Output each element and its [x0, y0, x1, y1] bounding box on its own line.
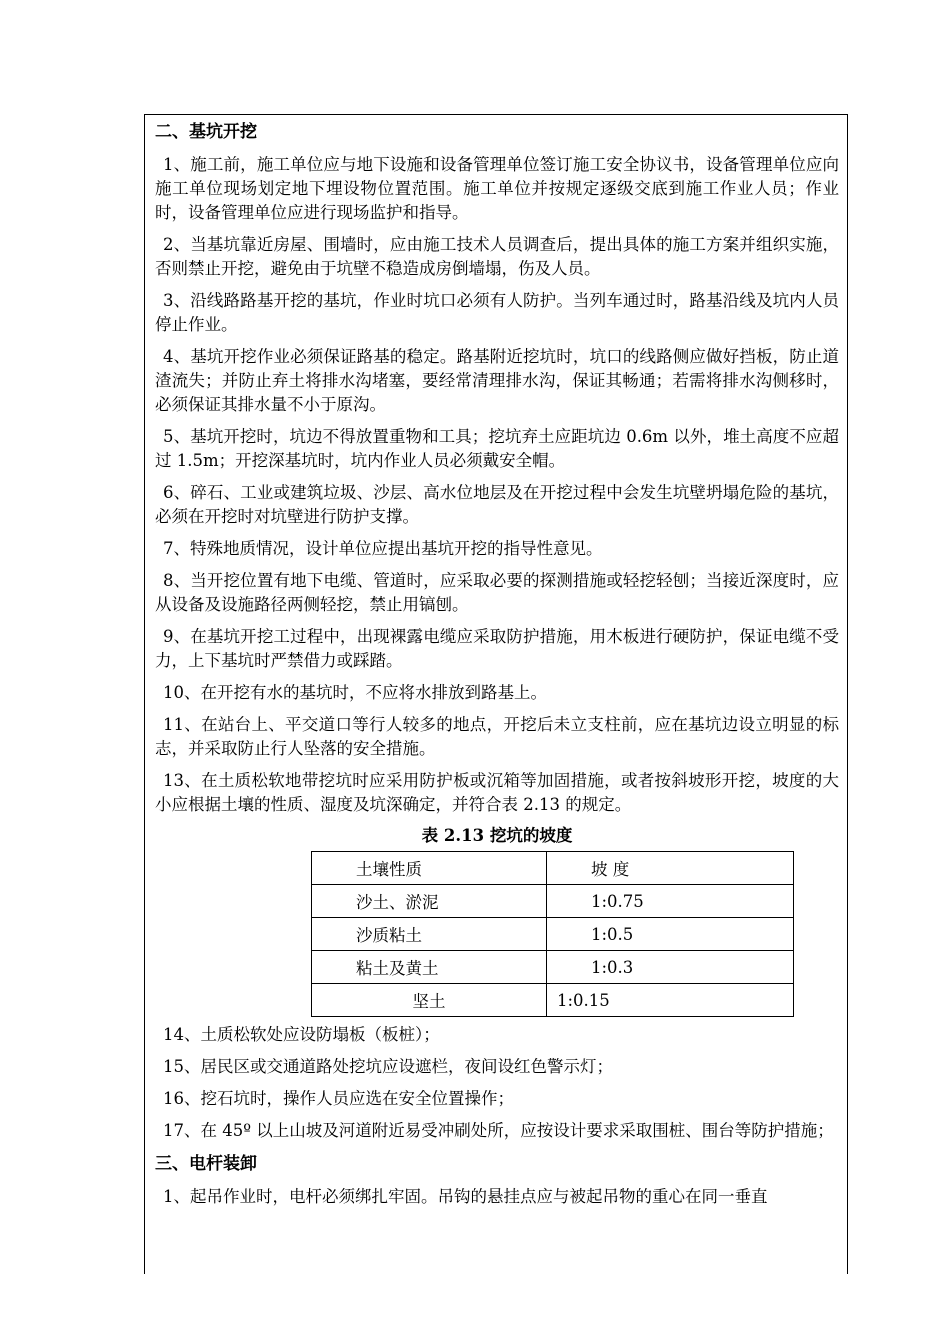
paragraph-15: 15、居民区或交通道路处挖坑应设遮栏，夜间设红色警示灯； — [163, 1057, 613, 1076]
table-row — [312, 951, 794, 984]
paragraph-13: 13、在土质松软地带挖坑时应采用防护板或沉箱等加固措施，或者按斜坡形开挖，坡度的大小应根据土壤的性质、湿度及坑深确定，并符合表 2.13 的规定。 — [155, 771, 839, 814]
table-row — [312, 984, 794, 1017]
table-cell: 1:0.15 — [547, 984, 794, 1017]
section-title-pole-handling: 三、电杆装卸 — [155, 1154, 257, 1174]
table-cell: 沙质粘土 — [312, 918, 547, 951]
paragraph-1: 1、施工前，施工单位应与地下设施和设备管理单位签订施工安全协议书，设备管理单位应向施工单位现场划定地下埋设物位置范围。施工单位并按规定逐级交底到施工作业人员；作业时，设备管理单位应进行现场监护和指导。 — [155, 155, 839, 222]
table-cell: 1:0.75 — [547, 885, 794, 918]
paragraph-10: 10、在开挖有水的基坑时，不应将水排放到路基上。 — [163, 683, 547, 702]
table-header-cell: 土壤性质 — [312, 852, 547, 885]
paragraph-4: 4、基坑开挖作业必须保证路基的稳定。路基附近挖坑时，坑口的线路侧应做好挡板，防止道渣流失；并防止弃土将排水沟堵塞，要经常清理排水沟，保证其畅通；若需将排水沟侧移时，必须保证其排水量不小于原沟。 — [155, 347, 839, 414]
paragraph-2: 2、当基坑靠近房屋、围墙时，应由施工技术人员调查后，提出具体的施工方案并组织实施，否则禁止开挖，避免由于坑壁不稳造成房倒墙塌，伤及人员。 — [155, 235, 839, 278]
table-header-cell: 坡 度 — [547, 852, 794, 885]
paragraph-8: 8、当开挖位置有地下电缆、管道时，应采取必要的探测措施或轻挖轻刨；当接近深度时，应从设备及设施路径两侧轻挖，禁止用镐刨。 — [155, 571, 839, 614]
table-row — [312, 885, 794, 918]
table-caption: 表 2.13 挖坑的坡度 — [421, 826, 573, 845]
table-cell: 粘土及黄土 — [312, 951, 547, 984]
table-row — [312, 918, 794, 951]
document-frame — [144, 114, 848, 1274]
paragraph-17: 17、在 45º 以上山坡及河道附近易受冲刷处所，应按设计要求采取围桩、围台等防护措施； — [163, 1121, 834, 1140]
document-content — [145, 115, 847, 1209]
paragraph-s3-1: 1、起吊作业时，电杆必须绑扎牢固。吊钩的悬挂点应与被起吊物的重心在同一垂直 — [163, 1187, 768, 1206]
paragraph-14: 14、土质松软处应设防塌板（板桩）； — [163, 1025, 440, 1044]
slope-table — [311, 851, 794, 1017]
paragraph-5: 5、基坑开挖时，坑边不得放置重物和工具；挖坑弃土应距坑边 0.6m 以外，堆土高度不应超过 1.5m；开挖深基坑时，坑内作业人员必须戴安全帽。 — [155, 427, 839, 470]
table-header-row — [312, 852, 794, 885]
paragraph-9: 9、在基坑开挖工过程中，出现裸露电缆应采取防护措施，用木板进行硬防护，保证电缆不受力，上下基坑时严禁借力或踩踏。 — [155, 627, 839, 670]
table-cell: 1:0.5 — [547, 918, 794, 951]
table-cell: 坚土 — [312, 984, 547, 1017]
paragraph-16: 16、挖石坑时，操作人员应选在安全位置操作； — [163, 1089, 514, 1108]
paragraph-11: 11、在站台上、平交道口等行人较多的地点，开挖后未立支柱前，应在基坑边设立明显的标志，并采取防止行人坠落的安全措施。 — [155, 715, 839, 758]
paragraph-3: 3、沿线路路基开挖的基坑，作业时坑口必须有人防护。当列车通过时，路基沿线及坑内人员停止作业。 — [155, 291, 839, 334]
paragraph-6: 6、碎石、工业或建筑垃圾、沙层、高水位地层及在开挖过程中会发生坑壁坍塌危险的基坑，必须在开挖时对坑壁进行防护支撑。 — [155, 483, 839, 526]
table-cell: 沙土、淤泥 — [312, 885, 547, 918]
paragraph-7: 7、特殊地质情况，设计单位应提出基坑开挖的指导性意见。 — [163, 539, 603, 558]
section-title-excavation: 二、基坑开挖 — [155, 122, 257, 142]
table-cell: 1:0.3 — [547, 951, 794, 984]
